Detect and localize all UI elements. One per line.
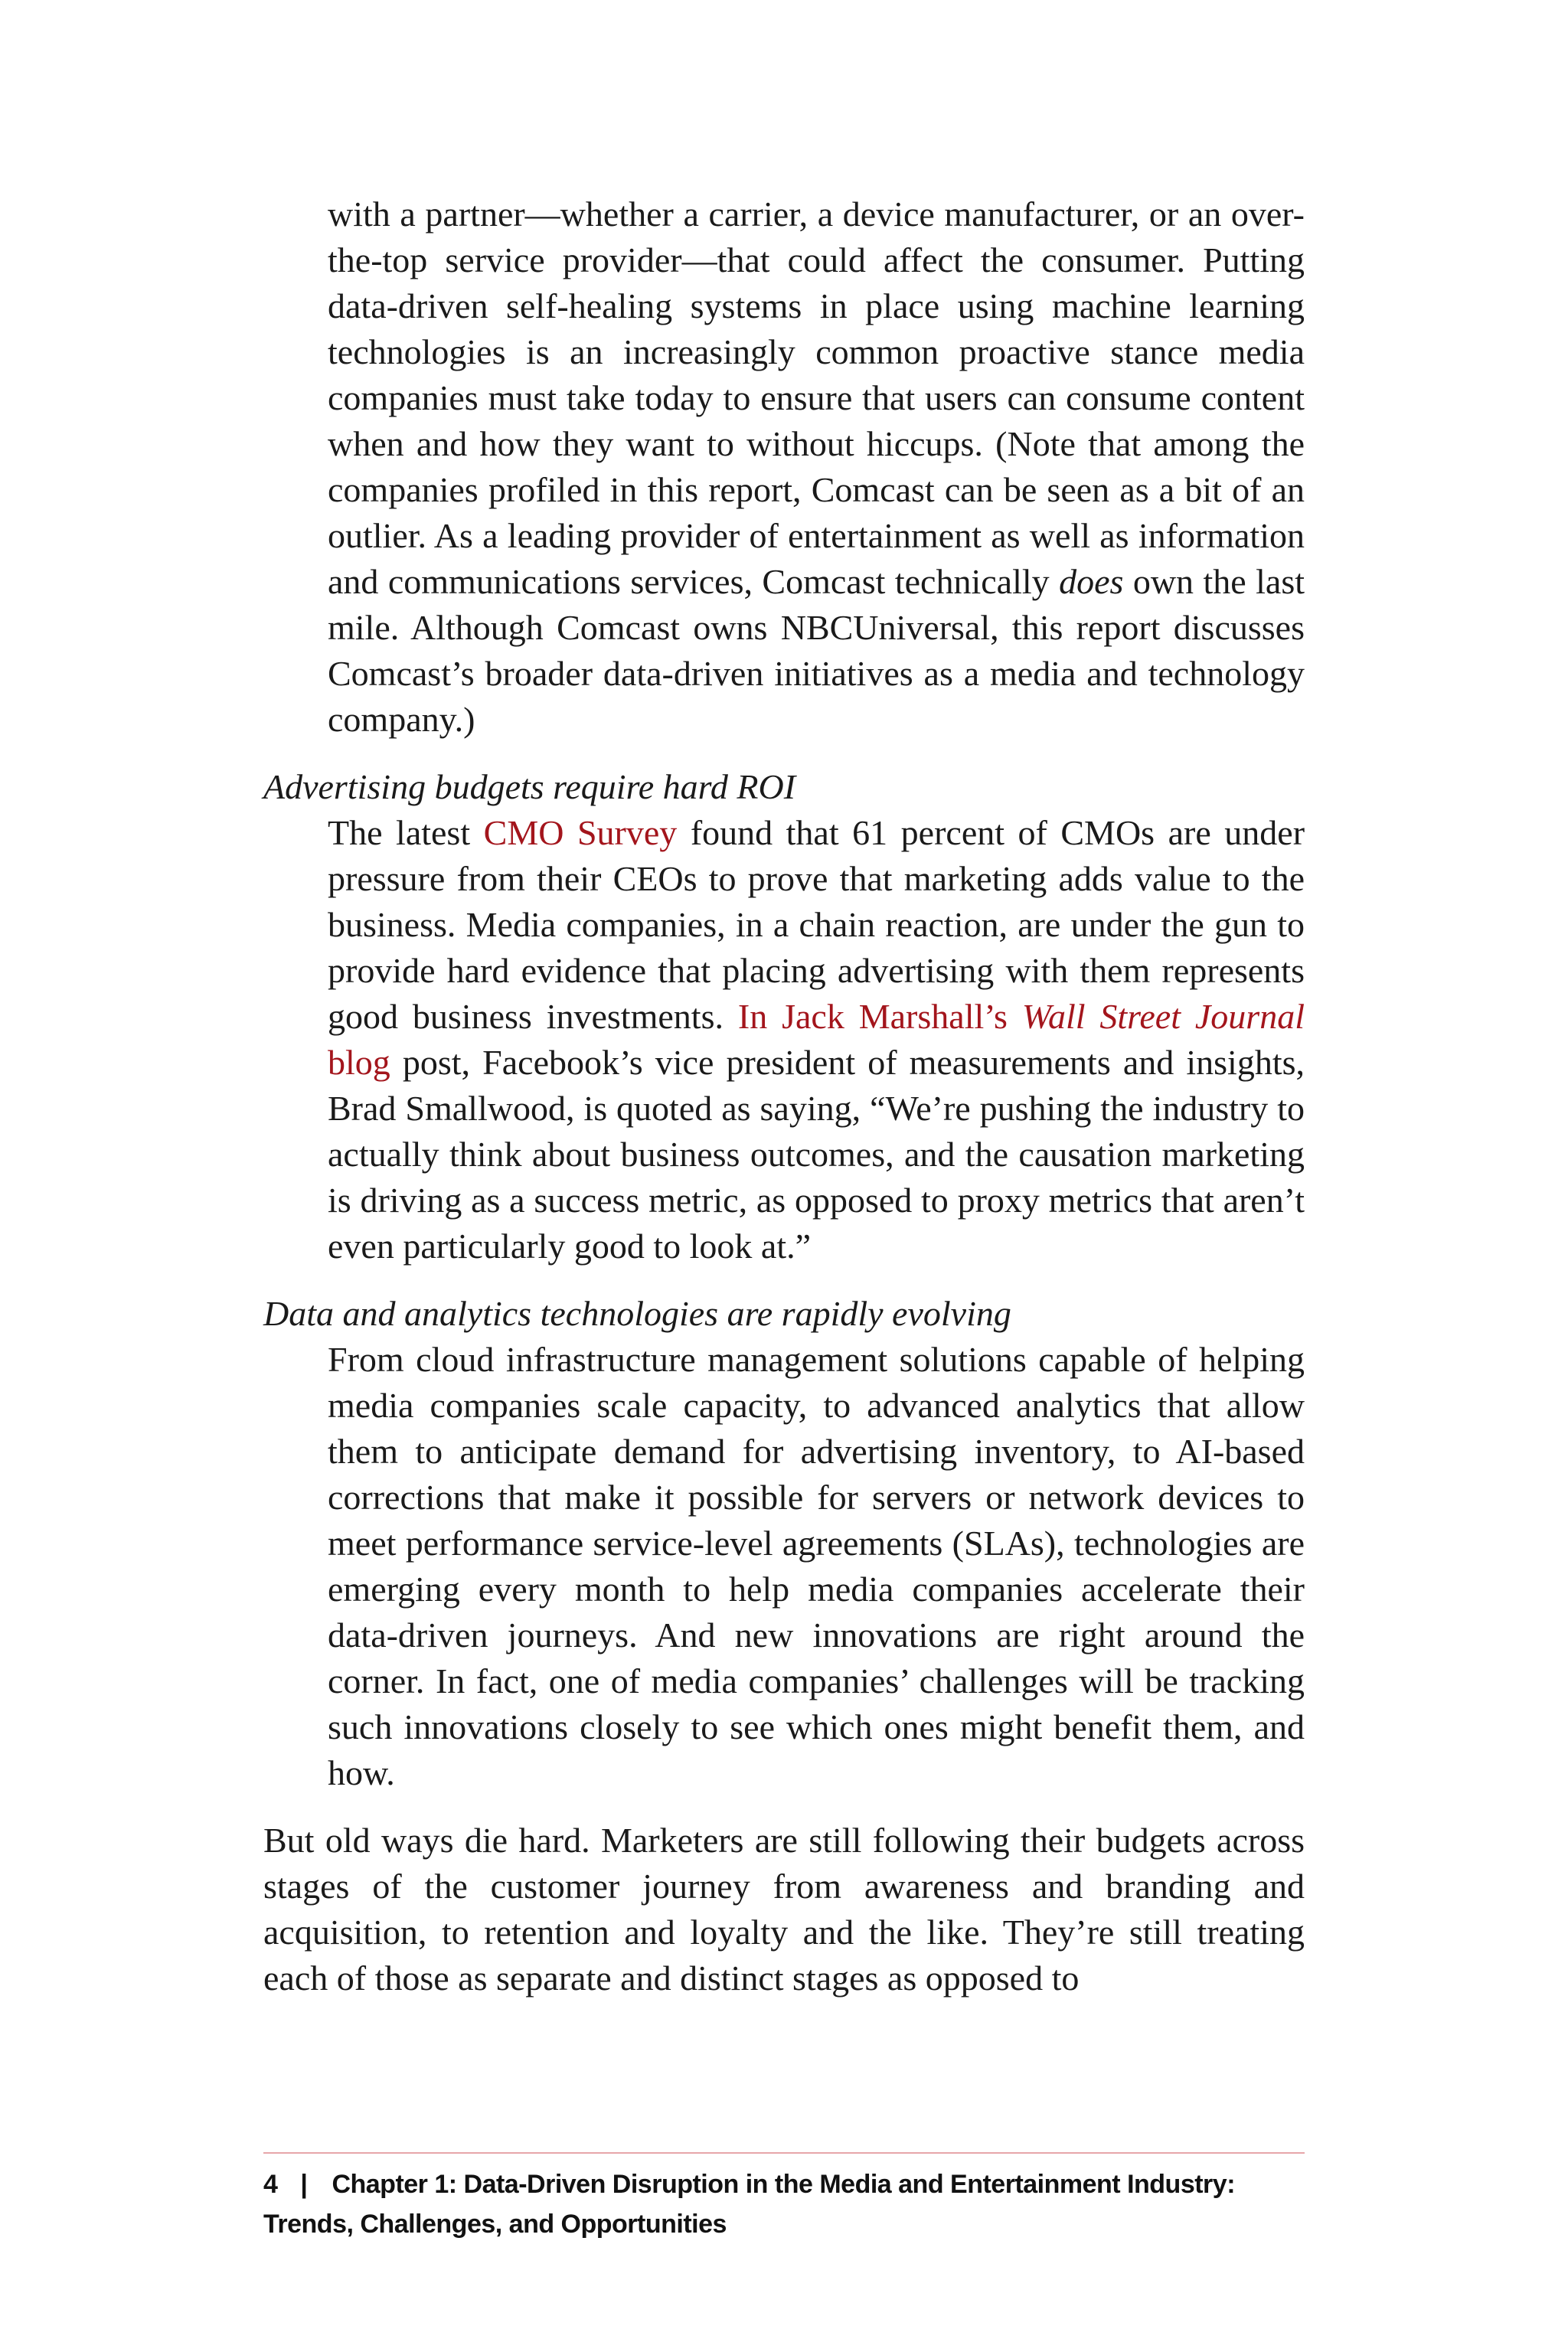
entry-body: From cloud infrastructure management solutions capable of helping media companies scale capacity, to advanced analytics that allow them to anticipate demand for advertising inventory, to AI-based corrections that make it possible for servers or network devices to meet performance service-level agreements (SLAs), technologies are emerging every month to help media companies accelerate their data-driven journeys. And new innovations are right around the corner. In fact, one of media companies’ challenges will be tracking such innovations closely to see which ones might benefit them, and how. — [328, 1340, 1305, 1792]
page-footer — [263, 2164, 1305, 2244]
closing-paragraph: But old ways die hard. Marketers are still following their budgets across stages of the customer journey from awareness and branding and acquisition, to retention and loyalty and the like. They’re still treating each of those as separate and distinct stages as opposed to — [263, 1821, 1305, 1998]
entry-term: Advertising budgets require hard ROI — [263, 767, 796, 806]
chapter-title: Chapter 1: Data-Driven Disruption in the Media and Entertainment Industry: Trends, Challenges, and Opportunities — [263, 2170, 1236, 2239]
entry-term: Data and analytics technologies are rapidly evolving — [263, 1294, 1011, 1333]
page-body — [263, 191, 1305, 2001]
cmo-survey-link[interactable]: CMO Survey — [483, 813, 678, 852]
entry-body: The latest CMO Survey found that 61 percent of CMOs are under pressure from their CEOs to prove that marketing adds value to the business. Media companies, in a chain reaction, are under the gun to provide hard evidence that placing advertising with them represents good business investments. In Jack Marshall’s Wall Street Journal blog post, Facebook’s vice president of measurements and insights, Brad Smallwood, is quoted as saying, “We’re pushing the industry to actually think about business outcomes, and the causation marketing is driving as a success metric, as opposed to proxy metrics that aren’t even particularly good to look at.” — [328, 813, 1305, 1266]
entry-analytics-technologies — [263, 1291, 1305, 1796]
footer-divider — [263, 2152, 1305, 2154]
intro-paragraph: with a partner—whether a carrier, a device manufacturer, or an over-the-top service provider—that could affect the consumer. Putting data-driven self-healing systems in place using machine learning technologies is an increasingly common proactive stance media companies must take today to ensure that users can consume content when and how they want to without hiccups. (Note that among the companies profiled in this report, Comcast can be seen as a bit of an outlier. As a leading provider of entertainment as well as information and communications services, Comcast technically does own the last mile. Although Comcast owns NBCUniversal, this report discusses Comcast’s broader data-driven initiatives as a media and technology company.) — [328, 194, 1305, 739]
page-number: 4 — [263, 2170, 278, 2199]
footer-separator: | — [300, 2170, 308, 2199]
intro-emphasis: does — [1059, 562, 1124, 601]
entry-advertising-budgets — [263, 764, 1305, 1269]
wsj-blog-link[interactable]: In Jack Marshall’s Wall Street Journal blog — [328, 997, 1305, 1082]
